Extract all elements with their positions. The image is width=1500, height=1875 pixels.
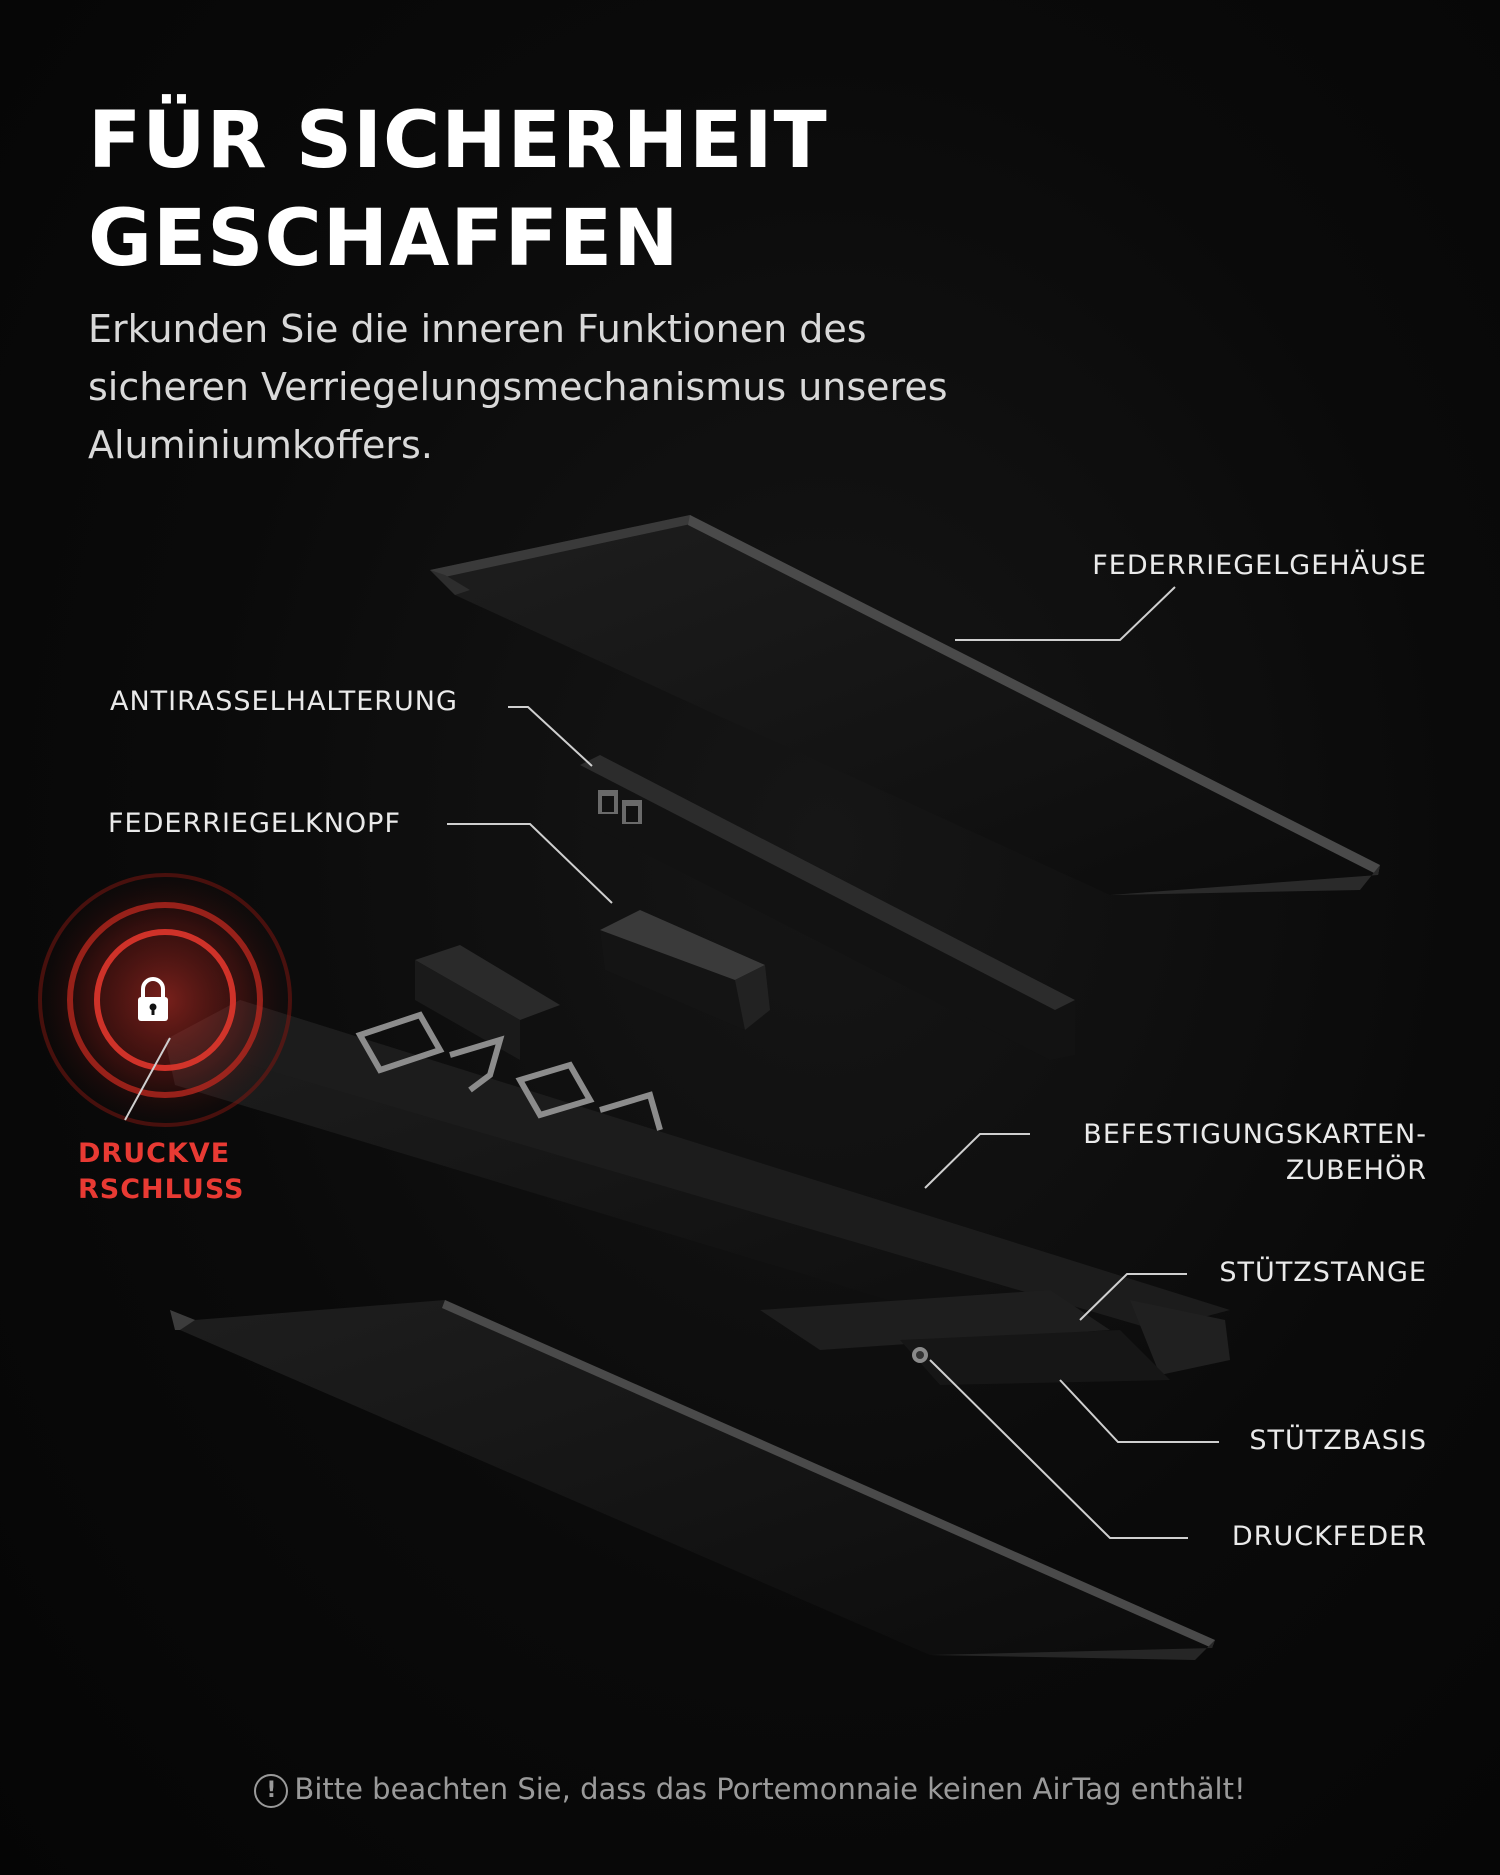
druckverschluss-line-2: RSCHLUSS [78, 1174, 245, 1205]
leader-stuetzbasis [1060, 1380, 1219, 1442]
label-druckfeder: DRUCKFEDER [1231, 1521, 1427, 1552]
label-befestigungskarten-zubehoer [1083, 1117, 1427, 1189]
footer-note [0, 1772, 1500, 1808]
leader-druckfeder [930, 1360, 1188, 1538]
label-stuetzstange: STÜTZSTANGE [1219, 1257, 1427, 1288]
subtitle-line-3: Aluminiumkoffers. [88, 423, 433, 467]
label-federriegelgehaeuse: FEDERRIEGELGEHÄUSE [1092, 550, 1427, 581]
exclamation-circle-icon: ! [254, 1774, 288, 1808]
title-line-1: FÜR SICHERHEIT [88, 96, 828, 186]
leader-befestigung [925, 1134, 1030, 1188]
lock-icon [133, 975, 173, 1025]
leader-federriegelgehaeuse [955, 587, 1175, 640]
befestigung-line-2: ZUBEHÖR [1285, 1155, 1427, 1186]
subtitle-line-1: Erkunden Sie die inneren Funktionen des [88, 307, 867, 351]
leader-antirasselhalterung [508, 707, 592, 766]
druckverschluss-line-1: DRUCKVE [78, 1138, 231, 1169]
subtitle-line-2: sicheren Verriegelungsmechanismus unseres [88, 365, 948, 409]
label-federriegelknopf: FEDERRIEGELKNOPF [108, 808, 401, 839]
label-antirasselhalterung: ANTIRASSELHALTERUNG [110, 686, 458, 717]
befestigung-line-1: BEFESTIGUNGSKARTEN- [1083, 1119, 1427, 1150]
label-druckverschluss [78, 1136, 245, 1208]
footer-note-text: Bitte beachten Sie, dass das Portemonnaie keinen AirTag enthält! [294, 1772, 1246, 1806]
spring-latch-button [600, 910, 770, 1030]
title-line-2: GESCHAFFEN [88, 194, 680, 284]
leader-federriegelknopf [447, 824, 612, 903]
label-stuetzbasis: STÜTZBASIS [1249, 1425, 1427, 1456]
